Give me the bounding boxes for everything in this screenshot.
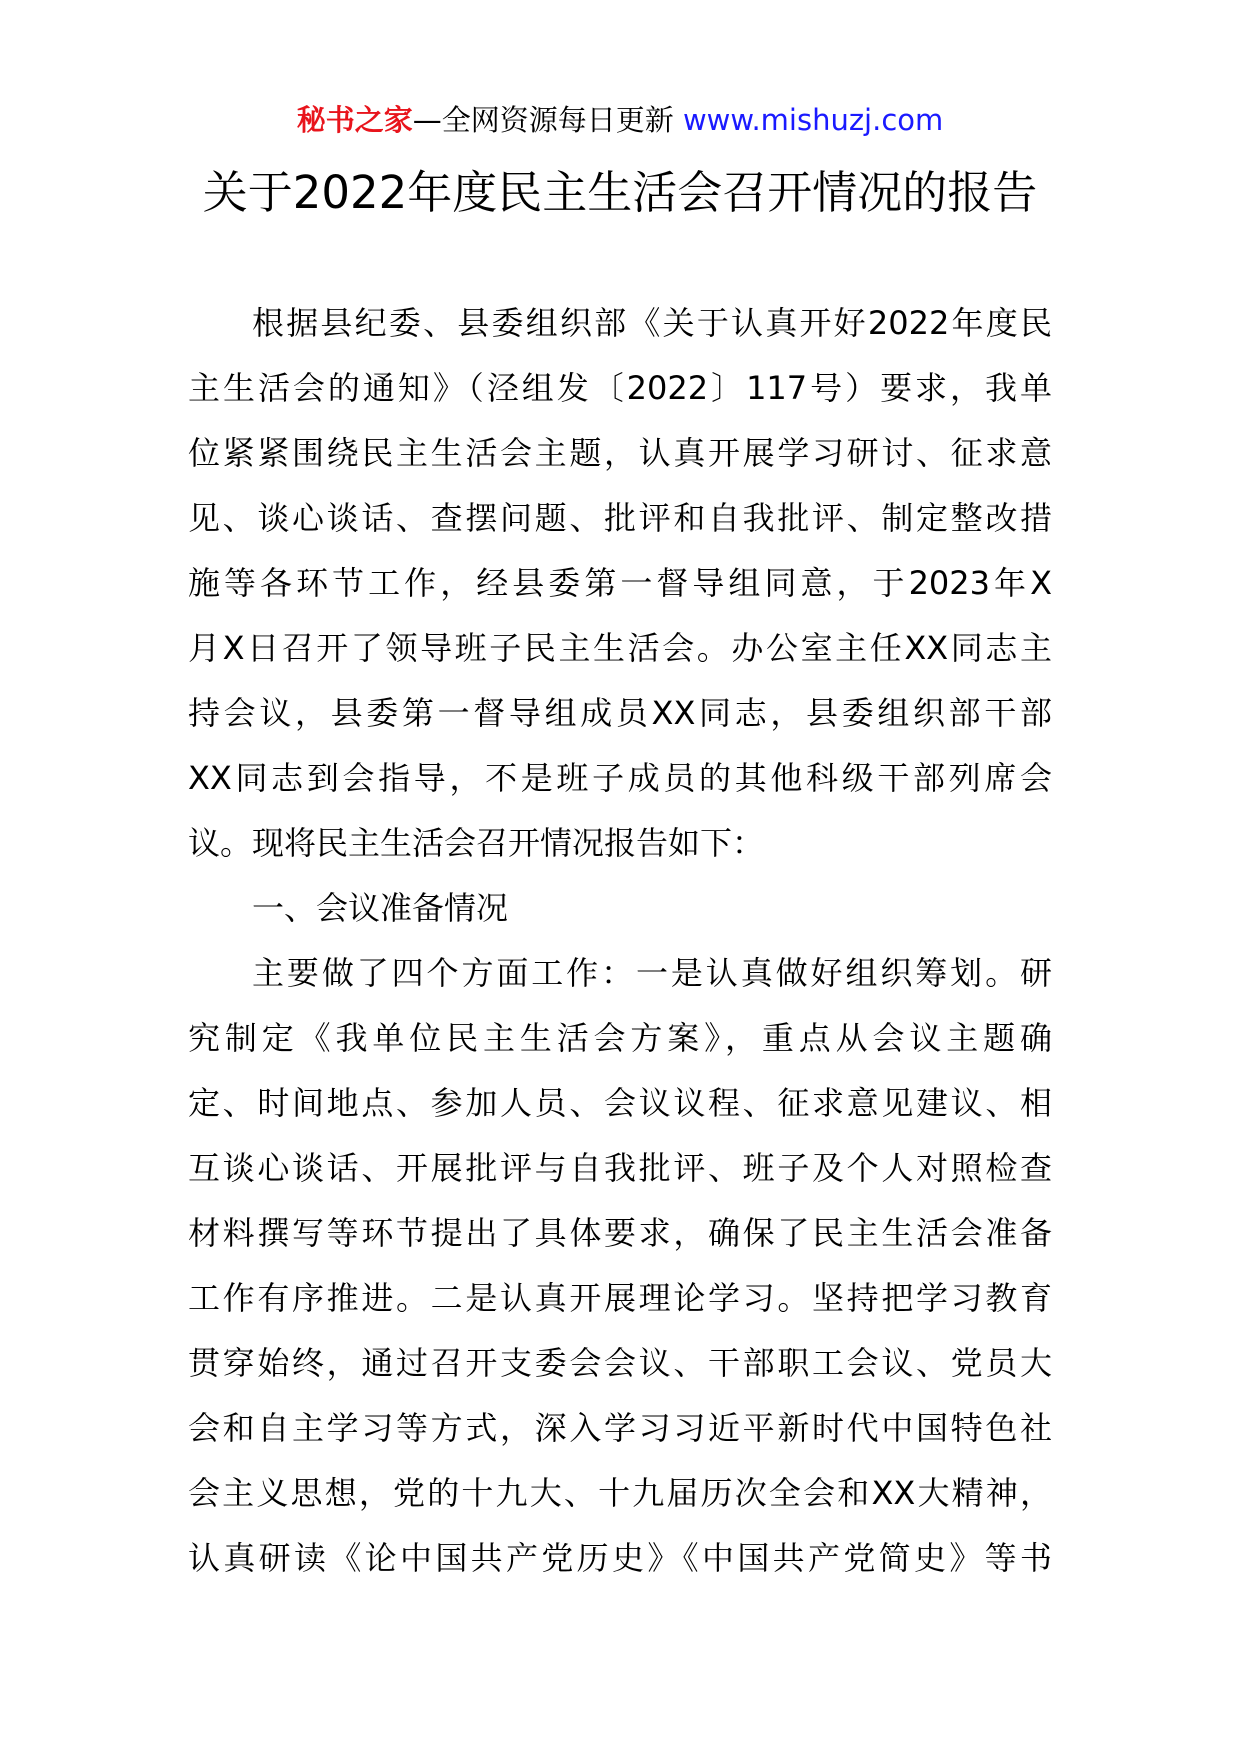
text-line: 贯穿始终，通过召开支委会会议、干部职工会议、党员大 (188, 1344, 1052, 1382)
text-line: 认真研读《论中国共产党历史》《中国共产党简史》等书 (188, 1539, 1052, 1577)
text-line: 根据县纪委、县委组织部《关于认真开好2022年度民 (252, 304, 1052, 342)
document-body (188, 291, 1052, 1591)
text-line: 材料撰写等环节提出了具体要求，确保了民主生活会准备 (188, 1214, 1052, 1252)
text-line: 持会议，县委第一督导组成员XX同志，县委组织部干部 (188, 694, 1052, 732)
text-line: 议。现将民主生活会召开情况报告如下： (188, 824, 765, 862)
text-line: 位紧紧围绕民主生活会主题，认真开展学习研讨、征求意 (188, 434, 1052, 472)
text-line: 月X日召开了领导班子民主生活会。办公室主任XX同志主 (188, 629, 1052, 667)
text-line: 定、时间地点、参加人员、会议议程、征求意见建议、相 (188, 1084, 1052, 1122)
document-title: 关于2022年度民主生活会召开情况的报告 (202, 166, 1038, 219)
text-line: 工作有序推进。二是认真开展理论学习。坚持把学习教育 (188, 1279, 1052, 1317)
header-tagline: —全网资源每日更新 (412, 103, 674, 137)
text-line: 究制定《我单位民主生活会方案》，重点从会议主题确 (188, 1019, 1052, 1057)
paragraph-intro (188, 291, 1052, 876)
text-line: 会和自主学习等方式，深入学习习近平新时代中国特色社 (188, 1409, 1052, 1447)
text-line: XX同志到会指导，不是班子成员的其他科级干部列席会 (188, 759, 1052, 797)
site-url-link[interactable]: www.mishuzj.com (682, 103, 944, 137)
section-heading: 一、会议准备情况 (252, 889, 509, 927)
text-line: 会主义思想，党的十九大、十九届历次全会和XX大精神， (188, 1474, 1052, 1512)
site-header (0, 100, 1240, 140)
text-line: 施等各环节工作，经县委第一督导组同意，于2023年X (188, 564, 1052, 602)
text-line: 主要做了四个方面工作：一是认真做好组织筹划。研 (252, 954, 1052, 992)
text-line: 见、谈心谈话、查摆问题、批评和自我批评、制定整改措 (188, 499, 1052, 537)
text-line: 主生活会的通知》（泾组发〔2022〕117号）要求，我单 (188, 369, 1052, 407)
brand-name: 秘书之家 (296, 103, 413, 137)
text-line: 互谈心谈话、开展批评与自我批评、班子及个人对照检查 (188, 1149, 1052, 1187)
section-heading-1 (188, 876, 1052, 941)
paragraph-preparation (188, 941, 1052, 1591)
